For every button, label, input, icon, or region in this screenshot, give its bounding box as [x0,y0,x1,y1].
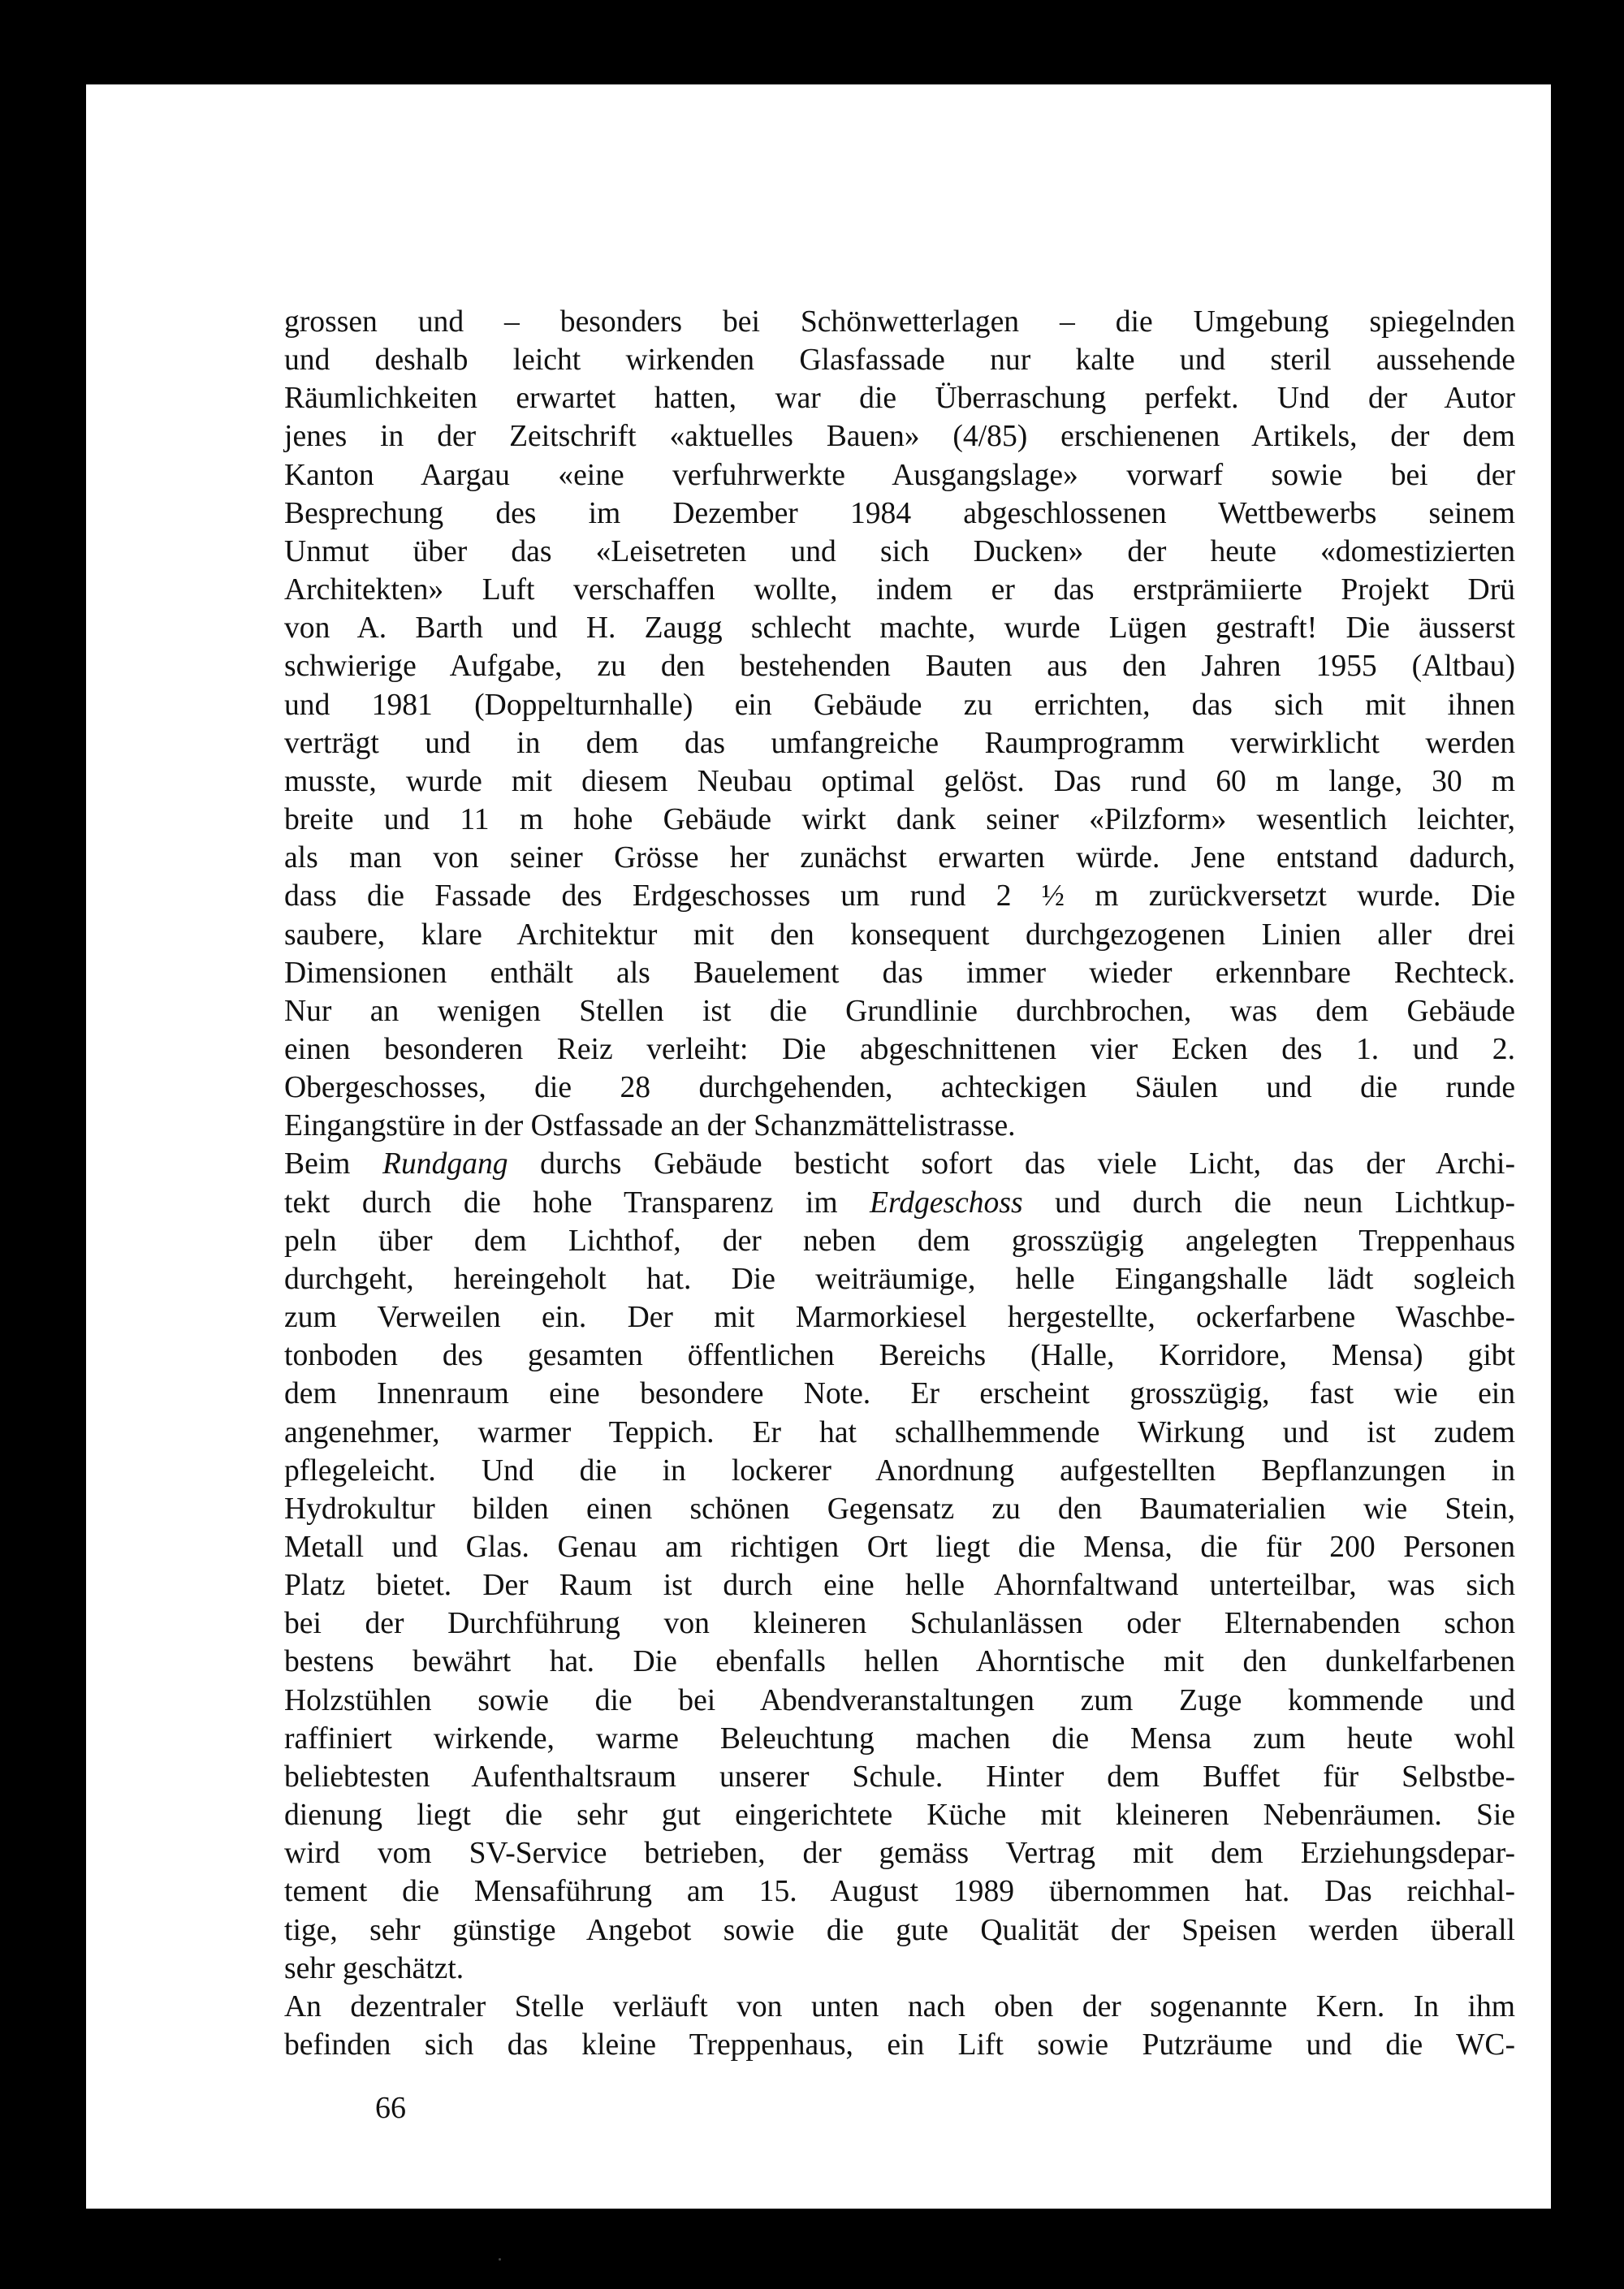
text-line: Obergeschosses, die 28 durchgehenden, achteckigen Säulen und die runde [284,1071,1515,1105]
text-line: dienung liegt die sehr gut eingerichtete Küche mit kleineren Nebenräumen. Sie [284,1799,1515,1833]
text-line: jenes in der Zeitschrift «aktuelles Bauen» (4/85) erschienenen Artikels, der dem [284,420,1515,454]
text-line: pflegeleicht. Und die in lockerer Anordnung aufgestellten Bepflanzungen in [284,1453,1515,1488]
text-line: Eingangstüre in der Ostfassade an der Schanzmättelistrasse. [284,1109,1016,1143]
text-line: Platz bietet. Der Raum ist durch eine helle Ahornfaltwand unterteilbar, was sich [284,1569,1515,1603]
text-line: grossen und – besonders bei Schönwetterlagen – die Umgebung spiegelnden [284,305,1515,339]
text-line: Holzstühlen sowie die bei Abendveranstaltungen zum Zuge kommende und [284,1683,1515,1717]
text-line: tekt durch die hohe Transparenz im Erdgeschoss und durch die neun Lichtkup- [284,1186,1515,1220]
text-line: Architekten» Luft verschaffen wollte, indem er das erstprämiierte Projekt Drü [284,573,1515,607]
text-line: Dimensionen enthält als Bauelement das immer wieder erkennbare Rechteck. [284,956,1515,990]
text-line: von A. Barth und H. Zaugg schlecht machte, wurde Lügen gestraft! Die äusserst [284,611,1515,646]
text-line: An dezentraler Stelle verläuft von unten nach oben der sogenannte Kern. In ihm [284,1989,1515,2023]
text-line: Nur an wenigen Stellen ist die Grundlinie durchbrochen, was dem Gebäude [284,994,1515,1028]
text-line: als man von seiner Grösse her zunächst erwarten würde. Jene entstand dadurch, [284,841,1515,875]
text-line: raffiniert wirkende, warme Beleuchtung machen die Mensa zum heute wohl [284,1721,1515,1756]
text-line: dass die Fassade des Erdgeschosses um rund 2 ½ m zurückversetzt wurde. Die [284,879,1515,913]
text-line: schwierige Aufgabe, zu den bestehenden Bauten aus den Jahren 1955 (Altbau) [284,650,1515,684]
scan-speck [499,2258,501,2261]
text-line: tonboden des gesamten öffentlichen Bereichs (Halle, Korridore, Mensa) gibt [284,1339,1515,1373]
text-line: durchgeht, hereingeholt hat. Die weiträumige, helle Eingangshalle lädt sogleich [284,1262,1515,1296]
body-text [284,303,1515,2064]
text-line: Metall und Glas. Genau am richtigen Ort liegt die Mensa, die für 200 Personen [284,1531,1515,1564]
text-line: verträgt und in dem das umfangreiche Raumprogramm verwirklicht werden [284,726,1515,760]
text-line: Unmut über das «Leisetreten und sich Ducken» der heute «domestizierten [284,534,1515,568]
text-line: einen besonderen Reiz verleiht: Die abgeschnittenen vier Ecken des 1. und 2. [284,1032,1515,1066]
text-line: saubere, klare Architektur mit den konsequent durchgezogenen Linien aller drei [284,918,1515,952]
text-line: befinden sich das kleine Treppenhaus, ein Lift sowie Putzräume und die WC- [284,2028,1515,2062]
text-line: bestens bewährt hat. Die ebenfalls hellen Ahorntische mit den dunkelfarbenen [284,1645,1515,1679]
text-line: zum Verweilen ein. Der mit Marmorkiesel hergestellte, ockerfarbene Waschbe- [284,1301,1515,1335]
text-line: sehr geschätzt. [284,1951,464,1985]
text-line: musste, wurde mit diesem Neubau optimal gelöst. Das rund 60 m lange, 30 m [284,764,1515,798]
text-line: Besprechung des im Dezember 1984 abgeschlossenen Wettbewerbs seinem [284,496,1515,530]
text-line: Hydrokultur bilden einen schönen Gegensatz zu den Baumaterialien wie Stein, [284,1492,1515,1526]
text-line: wird vom SV-Service betrieben, der gemäss Vertrag mit dem Erziehungsdepar- [284,1837,1515,1871]
text-line: Räumlichkeiten erwartet hatten, war die Überraschung perfekt. Und der Autor [284,382,1515,416]
text-line: bei der Durchführung von kleineren Schulanlässen oder Elternabenden schon [284,1607,1515,1641]
text-line: dem Innenraum eine besondere Note. Er erscheint grosszügig, fast wie ein [284,1377,1515,1411]
text-line: beliebtesten Aufenthaltsraum unserer Schule. Hinter dem Buffet für Selbstbe- [284,1760,1515,1794]
text-line: Kanton Aargau «eine verfuhrwerkte Ausgangslage» vorwarf sowie bei der [284,458,1515,492]
text-line: und 1981 (Doppelturnhalle) ein Gebäude zu errichten, das sich mit ihnen [284,688,1515,722]
text-line: breite und 11 m hohe Gebäude wirkt dank seiner «Pilzform» wesentlich leichter, [284,803,1515,837]
text-line: tement die Mensaführung am 15. August 1989 übernommen hat. Das reichhal- [284,1875,1515,1909]
text-line: angenehmer, warmer Teppich. Er hat schallhemmende Wirkung und ist zudem [284,1415,1515,1449]
scanned-page [86,84,1551,2209]
text-line: Beim Rundgang durchs Gebäude besticht sofort das viele Licht, das der Archi- [284,1147,1515,1181]
text-line: peln über dem Lichthof, der neben dem grosszügig angelegten Treppenhaus [284,1224,1515,1258]
text-line: und deshalb leicht wirkenden Glasfassade nur kalte und steril aussehende [284,343,1515,378]
text-line: tige, sehr günstige Angebot sowie die gute Qualität der Speisen werden überall [284,1913,1515,1947]
page-number: 66 [375,2091,406,2125]
